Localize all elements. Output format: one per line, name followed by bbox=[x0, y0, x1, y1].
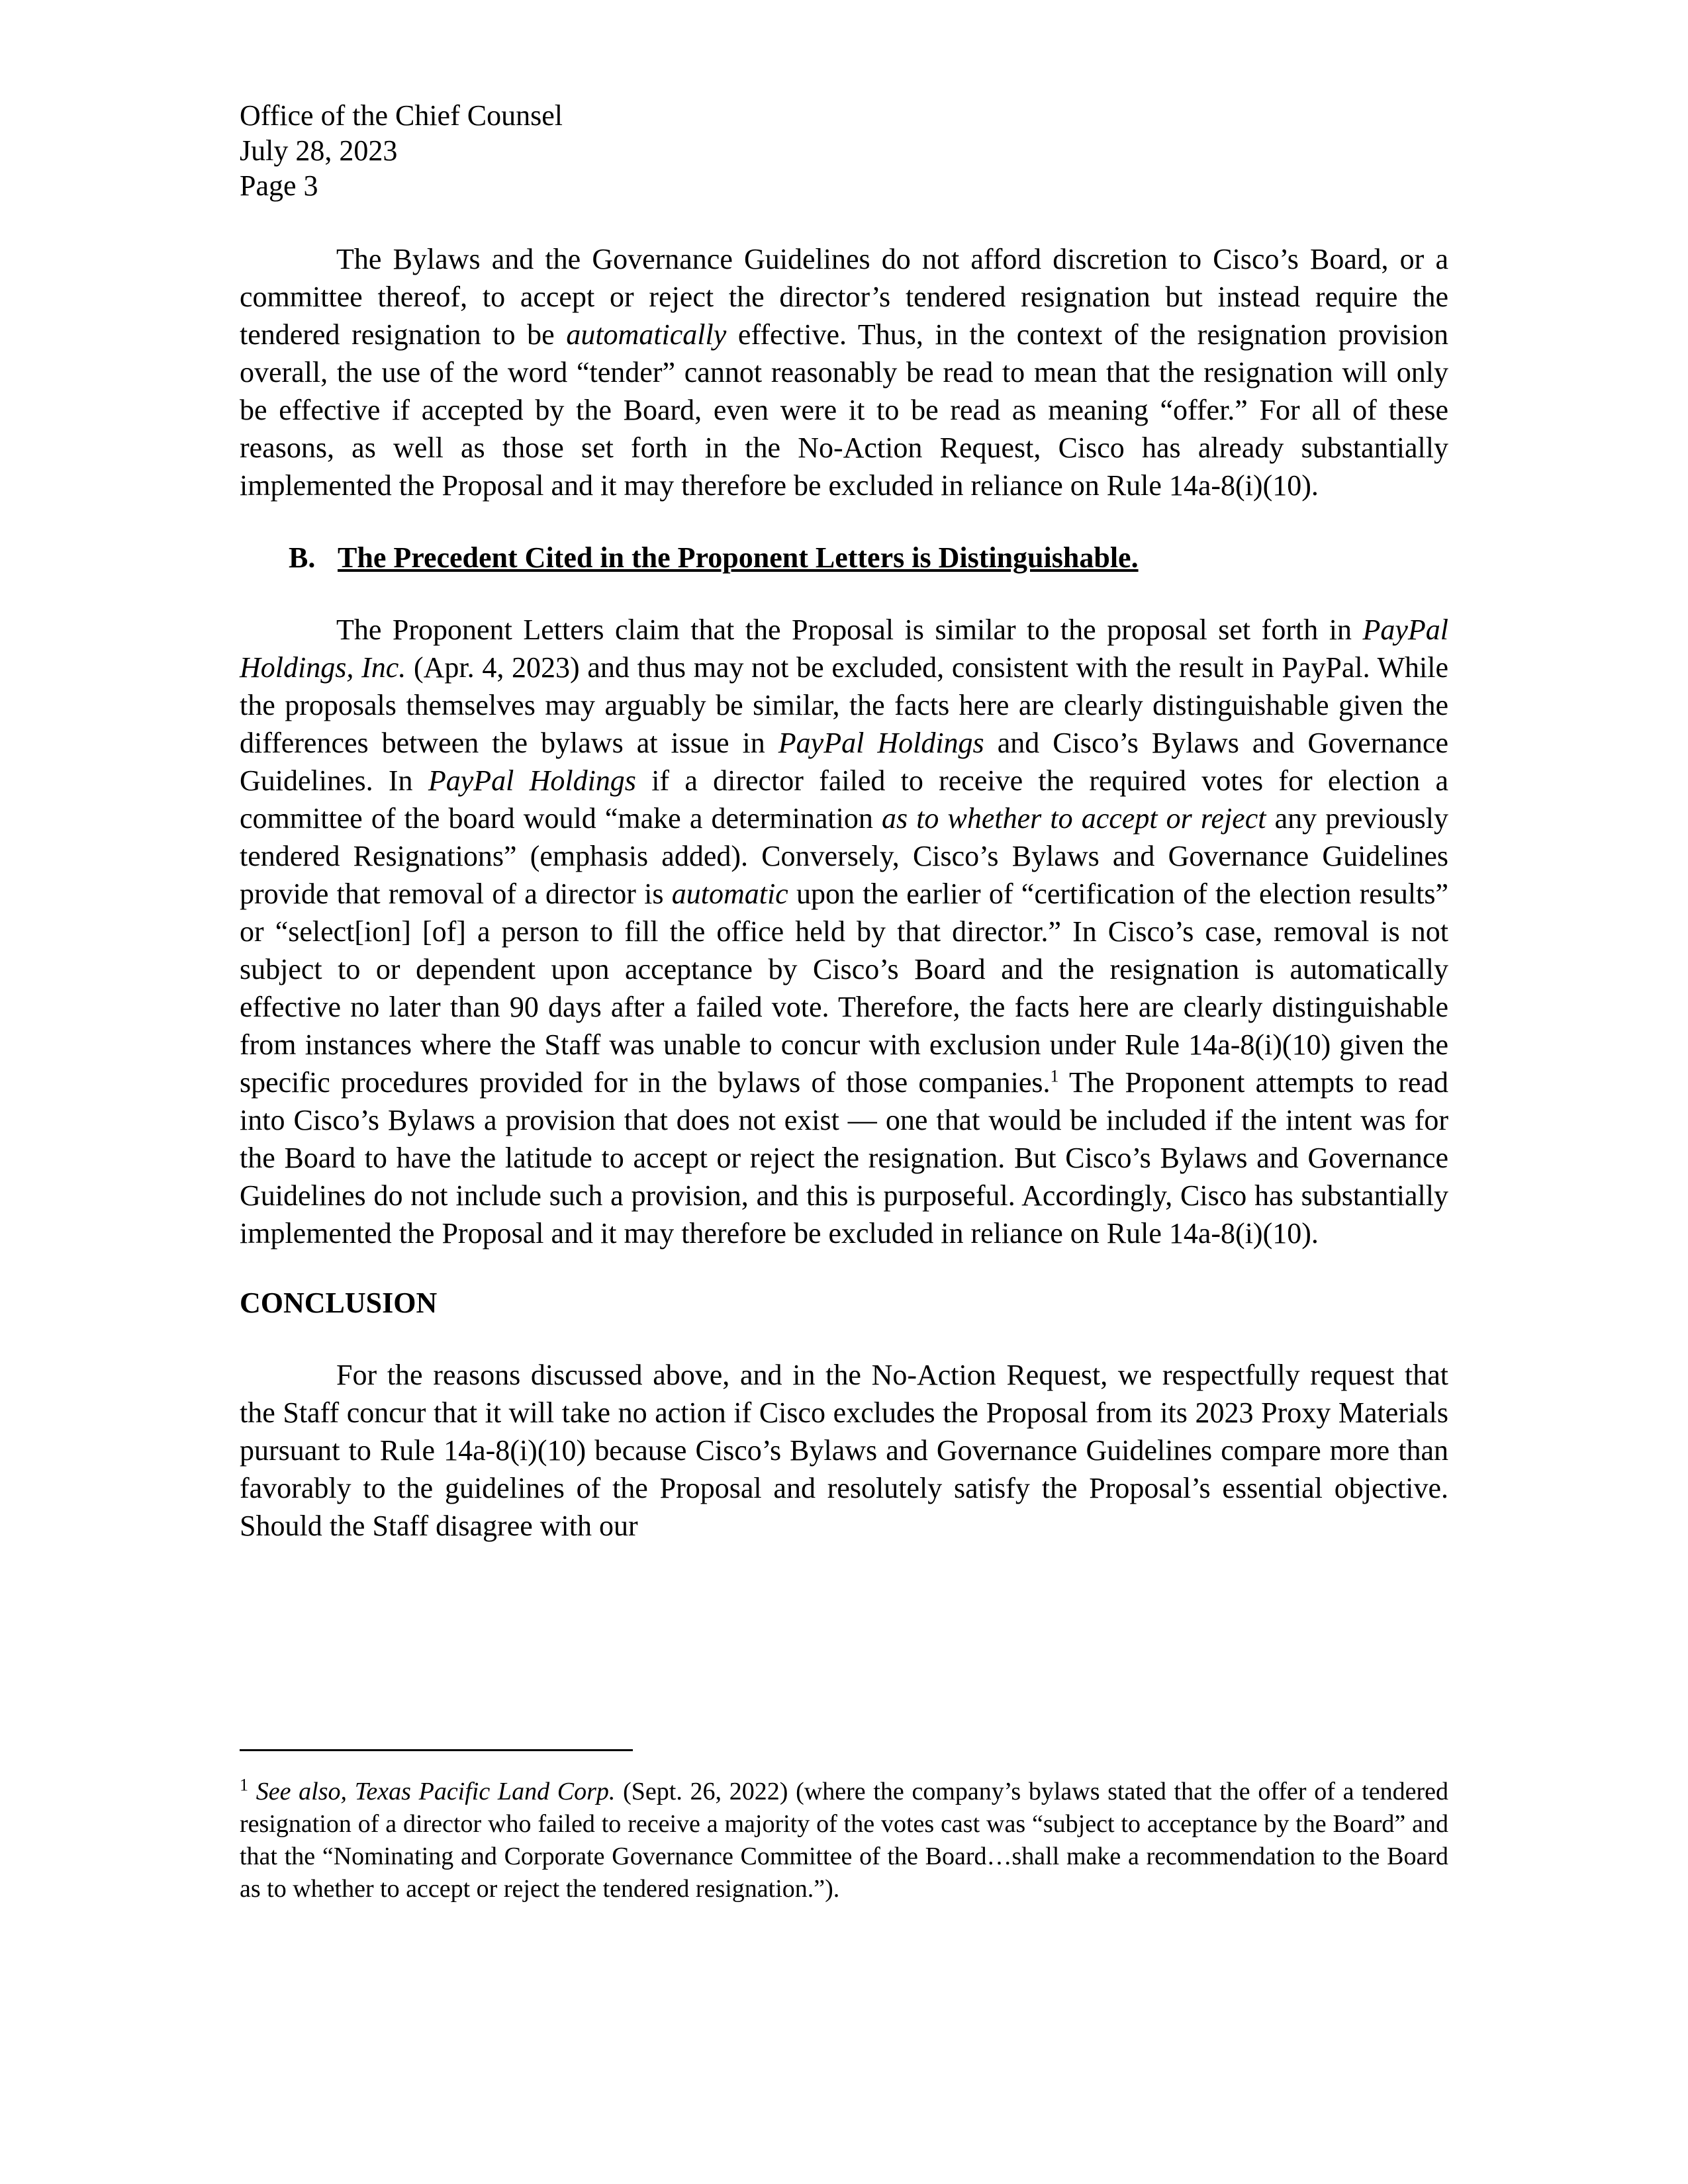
paragraph-conclusion: For the reasons discussed above, and in the No-Action Request, we respectfully request that the Staff concur that it will take no action if Cisco excludes the Proposal from its 2023 Proxy Materials pursuant to Rule 14a-8(i)(10) because Cisco’s Bylaws and Governance Guidelines compare more than favorably to the guidelines of the Proposal and resolutely satisfy the Proposal’s essential objective. Should the Staff disagree with our bbox=[240, 1359, 1448, 1542]
text-run: The Proponent Letters claim that the Proposal is similar to the proposal set forth in bbox=[336, 614, 1363, 646]
paragraph-bylaws-discretion bbox=[240, 240, 1448, 504]
section-heading-b bbox=[289, 539, 1448, 576]
case-name-paypal: PayPal Holdings, Inc. bbox=[240, 614, 1448, 684]
emphasis-automatically: automatically bbox=[566, 318, 727, 351]
text-run: effective. Thus, in the context of the resignation provision overall, the use of the word “tender” cannot reasonably be read to mean that the resignation will only be effective if accepted by the Board, even were it to be read as meaning “offer.” For all of these reasons, as well as those set forth in the No-Action Request, Cisco has already substantially implemented the Proposal and it may therefore be excluded in reliance on Rule 14a-8(i)(10). bbox=[240, 318, 1448, 502]
footnote-divider bbox=[240, 1749, 633, 1751]
footnote-reference[interactable]: 1 bbox=[1050, 1066, 1059, 1086]
page-number: Page 3 bbox=[240, 169, 318, 202]
footnote-marker: 1 bbox=[240, 1775, 248, 1795]
emphasis-automatic: automatic bbox=[671, 878, 788, 910]
text-run: and Cisco’s Bylaws and Governance Guidelines. In bbox=[240, 727, 1448, 797]
section-title: The Precedent Cited in the Proponent Letters is Distinguishable. bbox=[338, 541, 1139, 574]
case-name-paypal-short: PayPal Holdings bbox=[778, 727, 984, 759]
footnote-text: (Sept. 26, 2022) (where the company’s bylaws stated that the offer of a tendered resignation of a director who failed to receive a majority of the votes cast was “subject to acceptance by the Board” and that the “Nominating and Corporate Governance Committee of the Board…shall make a recommendation to the Board as to whether to accept or reject the tendered resignation.”). bbox=[240, 1778, 1448, 1903]
case-name-paypal-short: PayPal Holdings bbox=[428, 764, 636, 797]
text-run: upon the earlier of “certification of the election results” or “select[ion] [of] a person to fill the office held by that director.” In Cisco’s case, removal is not subject to or dependent upon acceptance by Cisco’s Board and the resignation is automatically effective no later than 90 days after a failed vote. Therefore, the facts here are clearly distinguishable from instances where the Staff was unable to concur with exclusion under Rule 14a-8(i)(10) given the specific procedures provided for in the bylaws of those companies. bbox=[240, 878, 1448, 1099]
letter-header bbox=[240, 98, 1448, 203]
text-run: The Bylaws and the Governance Guidelines do not afford discretion to Cisco’s Board, or a committee thereof, to accept or reject the director’s tendered resignation but instead require the tendered resignation to be bbox=[240, 243, 1448, 351]
text-run: if a director failed to receive the required votes for election a committee of the board would “make a determination bbox=[240, 764, 1448, 835]
footnote-1 bbox=[240, 1776, 1448, 1905]
footnote-case-name: See also, Texas Pacific Land Corp. bbox=[256, 1778, 616, 1805]
date-line: July 28, 2023 bbox=[240, 134, 398, 167]
section-letter: B. bbox=[289, 541, 316, 574]
text-run: (Apr. 4, 2023) and thus may not be excluded, consistent with the result in PayPal. While the proposals themselves may arguably be similar, the facts here are clearly distinguishable given the differences between the bylaws at issue in bbox=[240, 651, 1449, 759]
emphasis-accept-or-reject: as to whether to accept or reject bbox=[881, 802, 1266, 835]
paragraph-precedent bbox=[240, 611, 1448, 1252]
text-run: any previously tendered Resignations” (emphasis added). Conversely, Cisco’s Bylaws and Governance Guidelines provide that removal of a director is bbox=[240, 802, 1448, 910]
recipient-line: Office of the Chief Counsel bbox=[240, 99, 563, 132]
text-run: The Proponent attempts to read into Cisco’s Bylaws a provision that does not exist — one that would be included if the intent was for the Board to have the latitude to accept or reject the resignation. But Cisco’s Bylaws and Governance Guidelines do not include such a provision, and this is purposeful. Accordingly, Cisco has substantially implemented the Proposal and it may therefore be excluded in reliance on Rule 14a-8(i)(10). bbox=[240, 1066, 1448, 1250]
letter-page bbox=[240, 98, 1448, 1545]
conclusion-heading: CONCLUSION bbox=[240, 1287, 438, 1319]
